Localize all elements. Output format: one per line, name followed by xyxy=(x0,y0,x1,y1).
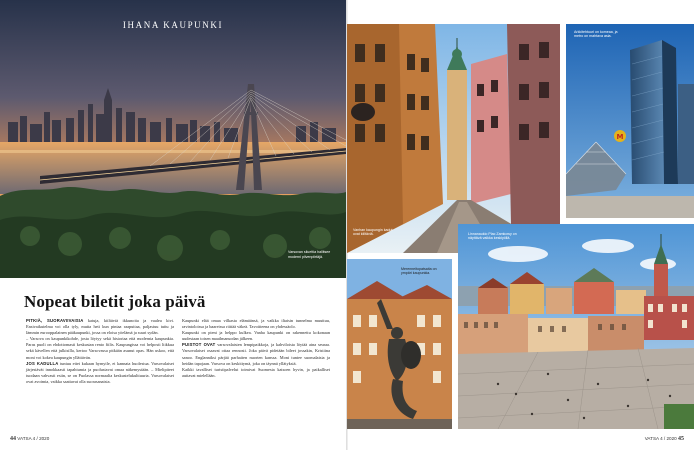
square-illustration xyxy=(458,224,694,429)
caption-mermaid: Merenneitopatsaita on ympäri kaupunkia. xyxy=(401,267,437,276)
towers-illustration xyxy=(566,24,694,218)
folio-text-right: VATSA 4 / 2020 xyxy=(644,436,677,441)
caption-towers: Arkkitehtuuri on komeaa, ja metro on mahtava asia. xyxy=(574,30,618,39)
page-number-left: 44 xyxy=(10,436,16,442)
mermaid-illustration xyxy=(347,259,452,429)
paragraph-text: tuntuu ettei kukaan hymyile, ei kannata huolestua. Varsovalaiset järjestävät innokkaasti tapahtumia ja puolustavat omaa näkemystään. – Mielipiteet tuodaan vahvasti esiin, se on Puolassa normaalia keskustelukulttuuria. Varsovalaiset ovat avoimia, vaikka saattavat olla suorasanaisia. xyxy=(26,360,174,384)
paragraph xyxy=(26,318,174,336)
folio-text-left: VATSA 4 / 2020 xyxy=(17,436,50,441)
section-kicker: IHANA KAUPUNKI xyxy=(122,20,224,30)
paragraph xyxy=(182,318,330,330)
article-body xyxy=(26,318,342,430)
paragraph xyxy=(182,342,330,366)
paragraph xyxy=(182,367,330,379)
svg-text:M: M xyxy=(616,133,624,141)
page-number-right: 45 xyxy=(678,436,684,442)
hero-caption: Varsovan siluettia hallitsee moderni pilvenpiirtäjä. xyxy=(288,250,331,259)
caption-square: Linnanaukio Plac Zamkowy on näyttävä vaikka keskiyöllä. xyxy=(468,232,517,241)
paragraph-text: – Varsova on kaupunkikohde, josta löytyy sekä historiaa että modernia kaupunkia. Paras puoli on ehdottomasti keskustan rento fiilis. Kaupungissa voi helposti liikkua sekä kävellen että julkisilla, kertoo Varsovassa pitkään asunut opas. Hän uskoo, että moni voi kokea kaupungin yllättävän. xyxy=(26,336,174,360)
skyline-illustration xyxy=(0,0,346,278)
photo-mermaid-statue xyxy=(347,259,452,429)
folio-right xyxy=(645,436,684,442)
caption-street: Vanhan kaupungin kadut ovat kiiltäviä. xyxy=(353,228,393,237)
photo-modern-towers-metro xyxy=(566,24,694,218)
article-column-1 xyxy=(26,318,174,385)
paragraph xyxy=(182,330,330,342)
paragraph xyxy=(26,361,174,385)
paragraph-text: Kaikki tavalliset turistipalvelut toimivat Suomesta katsoen hyvin, ja paikalliset auttavat mielellään. xyxy=(182,366,330,378)
photo-castle-square xyxy=(458,224,694,429)
lead-in: PUISTOT OVAT xyxy=(182,342,216,348)
paragraph-text: varsovalaisten lempipaikkoja, ja kahviloista löytää aina seuraa. Varsovalaiset osaavat ottaa rennosti. Joka päivä pidetään bileet jossakin, Kristiina sanoo. Englanniksi pärjää parhaiten nuorten kanssa. Moni tuntee suomalaisia ja heidän tapojaan. Varsova on keskittymä, joka on täynnä yllätyksiä. xyxy=(182,342,330,366)
article-headline: Nopeat biletit joka päivä xyxy=(24,292,206,311)
article-column-2 xyxy=(182,318,330,379)
lead-in: PITKIÄ, SUORAVIIVAISIA xyxy=(26,318,84,323)
photo-old-town-street xyxy=(347,24,560,253)
paragraph xyxy=(26,336,174,360)
paragraph-text: katuja, kiiltäviä ikkunoita ja vaalea kivi. Ensivaikutelma voi olla tyly, mutta heti kun pintaa raaputtaa, paljastuu tuttu ja lämmin eurooppalainen pääkaupunki, jossa on eloisa yöelämä ja suuri sydän. xyxy=(26,318,174,336)
paragraph-text: Kaupunki on pieni ja helppo kulkea. Vanha kaupunki on rakennettu kokonaan uudestaan toisen maailmansodan jälkeen. xyxy=(182,330,330,342)
hero-photo-warsaw-skyline xyxy=(0,0,346,278)
lead-in: JOS KADULLA xyxy=(26,360,59,366)
paragraph-text: Kaupunki elää omaa vilkasta elämäänsä, ja vaikka iltaisin tunnelma muuttuu, ravintoloissa ja baareissa riittää väkeä. Tavoitteena on yhdessäolo. xyxy=(182,318,330,330)
street-illustration xyxy=(347,24,560,253)
folio-left xyxy=(10,436,49,442)
